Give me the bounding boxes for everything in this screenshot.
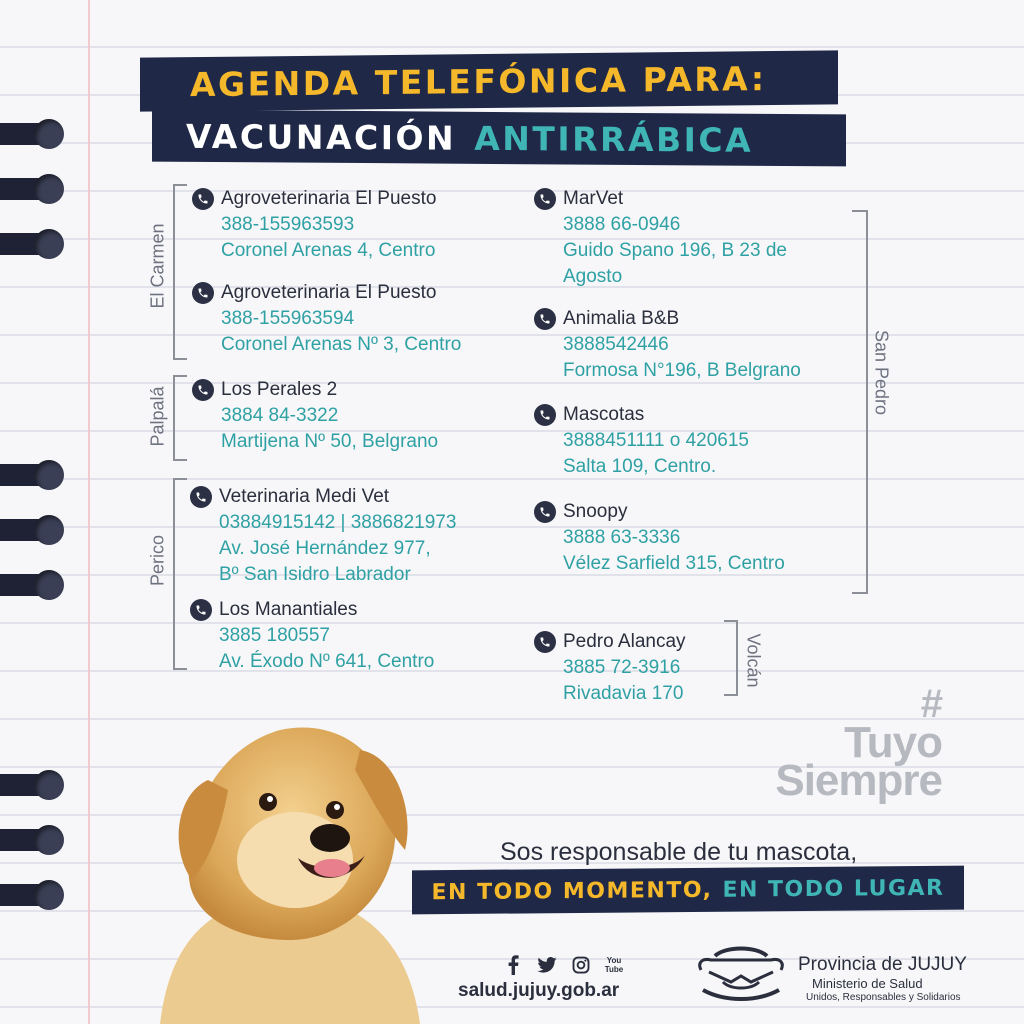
contact-address: Salta 109, Centro. (563, 456, 717, 477)
region-label-palpala: Palpalá (147, 386, 168, 447)
contact-phone: 3884 84-3322 (221, 405, 339, 426)
contact-entry (534, 499, 785, 577)
phone-icon (190, 486, 212, 508)
spiral-ring (0, 515, 64, 545)
phone-icon (534, 501, 556, 523)
hashtag-word-2: Siempre (775, 756, 942, 805)
government-logo-icon (695, 942, 787, 1006)
spiral-ring (0, 229, 64, 259)
contact-name: Los Perales 2 (221, 379, 338, 400)
contact-address-line-2: Agosto (563, 266, 623, 287)
contact-name: Mascotas (563, 404, 645, 425)
slogan-line-1: Sos responsable de tu mascota, (500, 838, 858, 866)
contact-address: Rivadavia 170 (563, 683, 684, 704)
website-link[interactable]: salud.jujuy.gob.ar (458, 980, 620, 1001)
contact-entry (190, 597, 434, 675)
region-label-volcan: Volcán (743, 633, 764, 688)
phone-icon (192, 379, 214, 401)
puppy-illustration (150, 710, 430, 1024)
bracket-perico (173, 478, 187, 670)
region-label-perico: Perico (147, 534, 168, 587)
bracket-volcan (724, 620, 738, 696)
contact-phone: 3885 180557 (219, 625, 330, 646)
contact-entry (534, 629, 686, 707)
region-label-san-pedro: San Pedro (871, 329, 892, 416)
spiral-ring (0, 570, 64, 600)
bracket-el-carmen (173, 184, 187, 360)
contact-name: Veterinaria Medi Vet (219, 486, 390, 507)
contact-phone: 03884915142 | 3886821973 (219, 512, 457, 533)
contact-name: Agroveterinaria El Puesto (221, 282, 437, 303)
contact-entry (190, 484, 456, 588)
phone-icon (192, 282, 214, 304)
government-text (798, 954, 967, 1004)
bracket-palpala (173, 375, 187, 461)
contact-name: MarVet (563, 188, 624, 209)
phone-icon (192, 188, 214, 210)
phone-icon (534, 631, 556, 653)
contact-entry (534, 186, 787, 290)
phone-icon (534, 404, 556, 426)
contact-address: Guido Spano 196, B 23 de (563, 240, 787, 261)
contact-entry (192, 377, 438, 455)
contact-phone: 3885 72-3916 (563, 657, 681, 678)
contact-address: Av. Éxodo Nº 641, Centro (219, 651, 435, 672)
contact-address: Coronel Arenas Nº 3, Centro (221, 334, 462, 355)
contact-phone: 3888 63-3336 (563, 527, 681, 548)
hashtag-symbol: # (920, 682, 942, 726)
contact-entry (192, 280, 461, 358)
title-band-2 (152, 110, 846, 167)
spiral-ring (0, 880, 64, 910)
phone-icon (534, 188, 556, 210)
contact-name: Los Manantiales (219, 599, 358, 620)
instagram-icon[interactable] (570, 954, 592, 976)
hashtag-block (775, 682, 942, 805)
province-name: Provincia de JUJUY (798, 954, 967, 975)
government-motto: Unidos, Responsables y Solidarios (806, 992, 961, 1003)
notebook-margin-line (88, 0, 90, 1024)
contact-phone: 3888451111 o 420615 (563, 430, 749, 451)
contact-phone: 388-155963593 (221, 214, 355, 235)
contact-name: Agroveterinaria El Puesto (221, 188, 437, 209)
slogan-part-1: EN TODO MOMENTO, (431, 877, 713, 905)
bracket-san-pedro (852, 210, 868, 594)
contact-address: Formosa N°196, B Belgrano (563, 360, 801, 381)
contact-address: Martijena Nº 50, Belgrano (221, 431, 439, 452)
title-band-1 (140, 50, 838, 111)
contact-name: Pedro Alancay (563, 631, 686, 652)
contact-address-line-2: Bº San Isidro Labrador (219, 564, 411, 585)
contact-address: Coronel Arenas 4, Centro (221, 240, 436, 261)
contact-name: Snoopy (563, 501, 628, 522)
contact-address: Vélez Sarfield 315, Centro (563, 553, 785, 574)
contact-phone: 3888 66-0946 (563, 214, 681, 235)
title-line-2-part-1: VACUNACIÓN (186, 116, 457, 158)
spiral-ring (0, 119, 64, 149)
phone-icon (190, 599, 212, 621)
contact-name: Animalia B&B (563, 308, 680, 329)
twitter-icon[interactable] (536, 954, 558, 976)
contact-entry (534, 402, 749, 480)
facebook-icon[interactable] (502, 954, 524, 976)
ministry-name: Ministerio de Salud (812, 976, 923, 991)
title-line-1: AGENDA TELEFÓNICA PARA: (190, 58, 767, 104)
spiral-ring (0, 825, 64, 855)
spiral-ring (0, 770, 64, 800)
spiral-ring (0, 174, 64, 204)
phone-icon (534, 308, 556, 330)
youtube-logo-text: You Tube (604, 956, 624, 974)
slogan-band (412, 866, 964, 915)
contact-phone: 3888542446 (563, 334, 669, 355)
title-line-2-part-2: ANTIRRÁBICA (474, 118, 754, 160)
region-label-el-carmen: El Carmen (147, 223, 168, 309)
youtube-icon[interactable] (604, 954, 624, 976)
contact-entry (534, 306, 801, 384)
spiral-ring (0, 460, 64, 490)
contact-phone: 388-155963594 (221, 308, 355, 329)
contact-address: Av. José Hernández 977, (219, 538, 431, 559)
hashtag-word-1: Tuyo (844, 718, 942, 767)
slogan-part-2: EN TODO LUGAR (722, 875, 945, 903)
social-links (502, 954, 624, 976)
contact-entry (192, 186, 436, 264)
